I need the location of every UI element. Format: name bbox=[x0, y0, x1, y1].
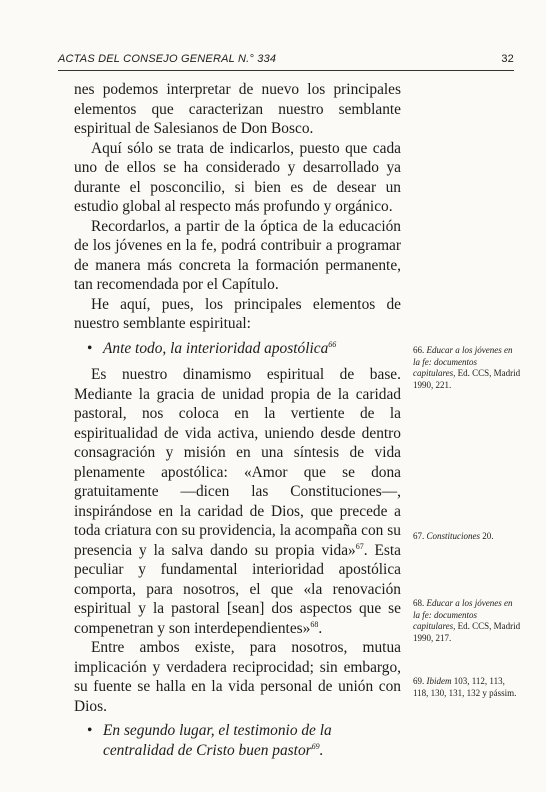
footnote-text: Ed. CCS, Madrid 1990, 217. bbox=[413, 621, 521, 643]
footnote-67 bbox=[413, 531, 521, 543]
footnote-text: 103, 112, 113, 118, 130, 131, 132 y pássim. bbox=[413, 676, 517, 698]
running-header bbox=[58, 50, 514, 68]
footnote-title: Educar a los jóvenes en la fe: documentos capitulares, bbox=[413, 345, 513, 379]
footnote-ref: 66 bbox=[328, 339, 337, 349]
footnote-title: Constituciones bbox=[426, 531, 480, 541]
footnote-ref: 67 bbox=[355, 541, 364, 551]
bullet-point bbox=[87, 339, 401, 359]
footnote-text: Ed. CCS, Madrid 1990, 221. bbox=[413, 368, 521, 390]
bullet-text: En segundo lugar, el testimonio de la centralidad de Cristo buen pastor bbox=[103, 722, 332, 759]
paragraph: nes podemos interpretar de nuevo los principales elementos que caracterizan nuestro semblante espiritual de Salesianos de Don Bosco. bbox=[74, 81, 401, 137]
bullet-icon: • bbox=[87, 722, 93, 739]
paragraph: Recordarlos, a partir de la óptica de la educación de los jóvenes en la fe, podrá contribuir a programar de manera más concreta la formación permanente, tan recomendada por el Capítulo. bbox=[74, 217, 401, 293]
footnote-number: 66. bbox=[413, 345, 425, 355]
paragraph: He aquí, pues, los principales elementos de nuestro semblante espiritual: bbox=[74, 295, 401, 332]
bullet-text: Ante todo, la interioridad apostólica bbox=[103, 339, 329, 357]
main-text bbox=[74, 80, 401, 767]
paragraph-text: . bbox=[318, 619, 323, 637]
footnote-ref: 69 bbox=[311, 741, 320, 751]
journal-title: ACTAS DEL CONSEJO GENERAL N.° 334 bbox=[58, 53, 277, 65]
page-number: 32 bbox=[501, 53, 514, 65]
paragraph-text: . Esta peculiar y fundamental interioridad apostólica comporta, para nosotros, el que «la renovación espiritual y la pastoral [sean] dos aspectos que se compenetran y son interdependientes» bbox=[74, 541, 401, 637]
paragraph: Aquí sólo se trata de indicarlos, puesto que cada uno de ellos se ha considerado y desarrollado ya durante el posconcilio, si bien es de desear un estudio global al respecto más profundo y orgánico. bbox=[74, 139, 401, 215]
paragraph: Entre ambos existe, para nosotros, mutua implicación y verdadera reciprocidad; sin embargo, su fuente se halla en la vida personal de unión con Dios. bbox=[74, 639, 401, 715]
footnote-text: 20. bbox=[482, 531, 494, 541]
footnote-number: 69. bbox=[413, 676, 425, 686]
footnote-number: 67. bbox=[413, 531, 425, 541]
header-rule bbox=[58, 70, 514, 71]
footnote-ref: 68 bbox=[310, 619, 319, 629]
bullet-icon: • bbox=[87, 339, 93, 357]
footnote-number: 68. bbox=[413, 598, 425, 608]
footnote-66 bbox=[413, 345, 521, 391]
bullet-point: • En segundo lugar, el testimonio de la centralidad de Cristo buen pastor$^{69}$. bbox=[87, 722, 332, 759]
paragraph bbox=[74, 365, 401, 638]
footnote-title: Ibidem bbox=[426, 676, 452, 686]
paragraph-text: Es nuestro dinamismo espiritual de base. Mediante la gracia de unidad propia de la caridad pastoral, nos coloca en la vertiente de la espiritualidad de vida activa, uniendo desde dentro consagración y misión en una síntesis de vida plenamente apostólica: «Amor que se dona gratuitamente —dicen las Constituciones—, inspirándose en la caridad de Dios, que precede a toda criatura con su providencia, la acompaña con su presencia y la salva dando su propia vida» bbox=[74, 366, 401, 559]
footnote-title: Educar a los jóvenes en la fe: documentos capitulares, bbox=[413, 598, 513, 632]
footnote-68 bbox=[413, 598, 521, 644]
footnote-69 bbox=[413, 676, 521, 699]
